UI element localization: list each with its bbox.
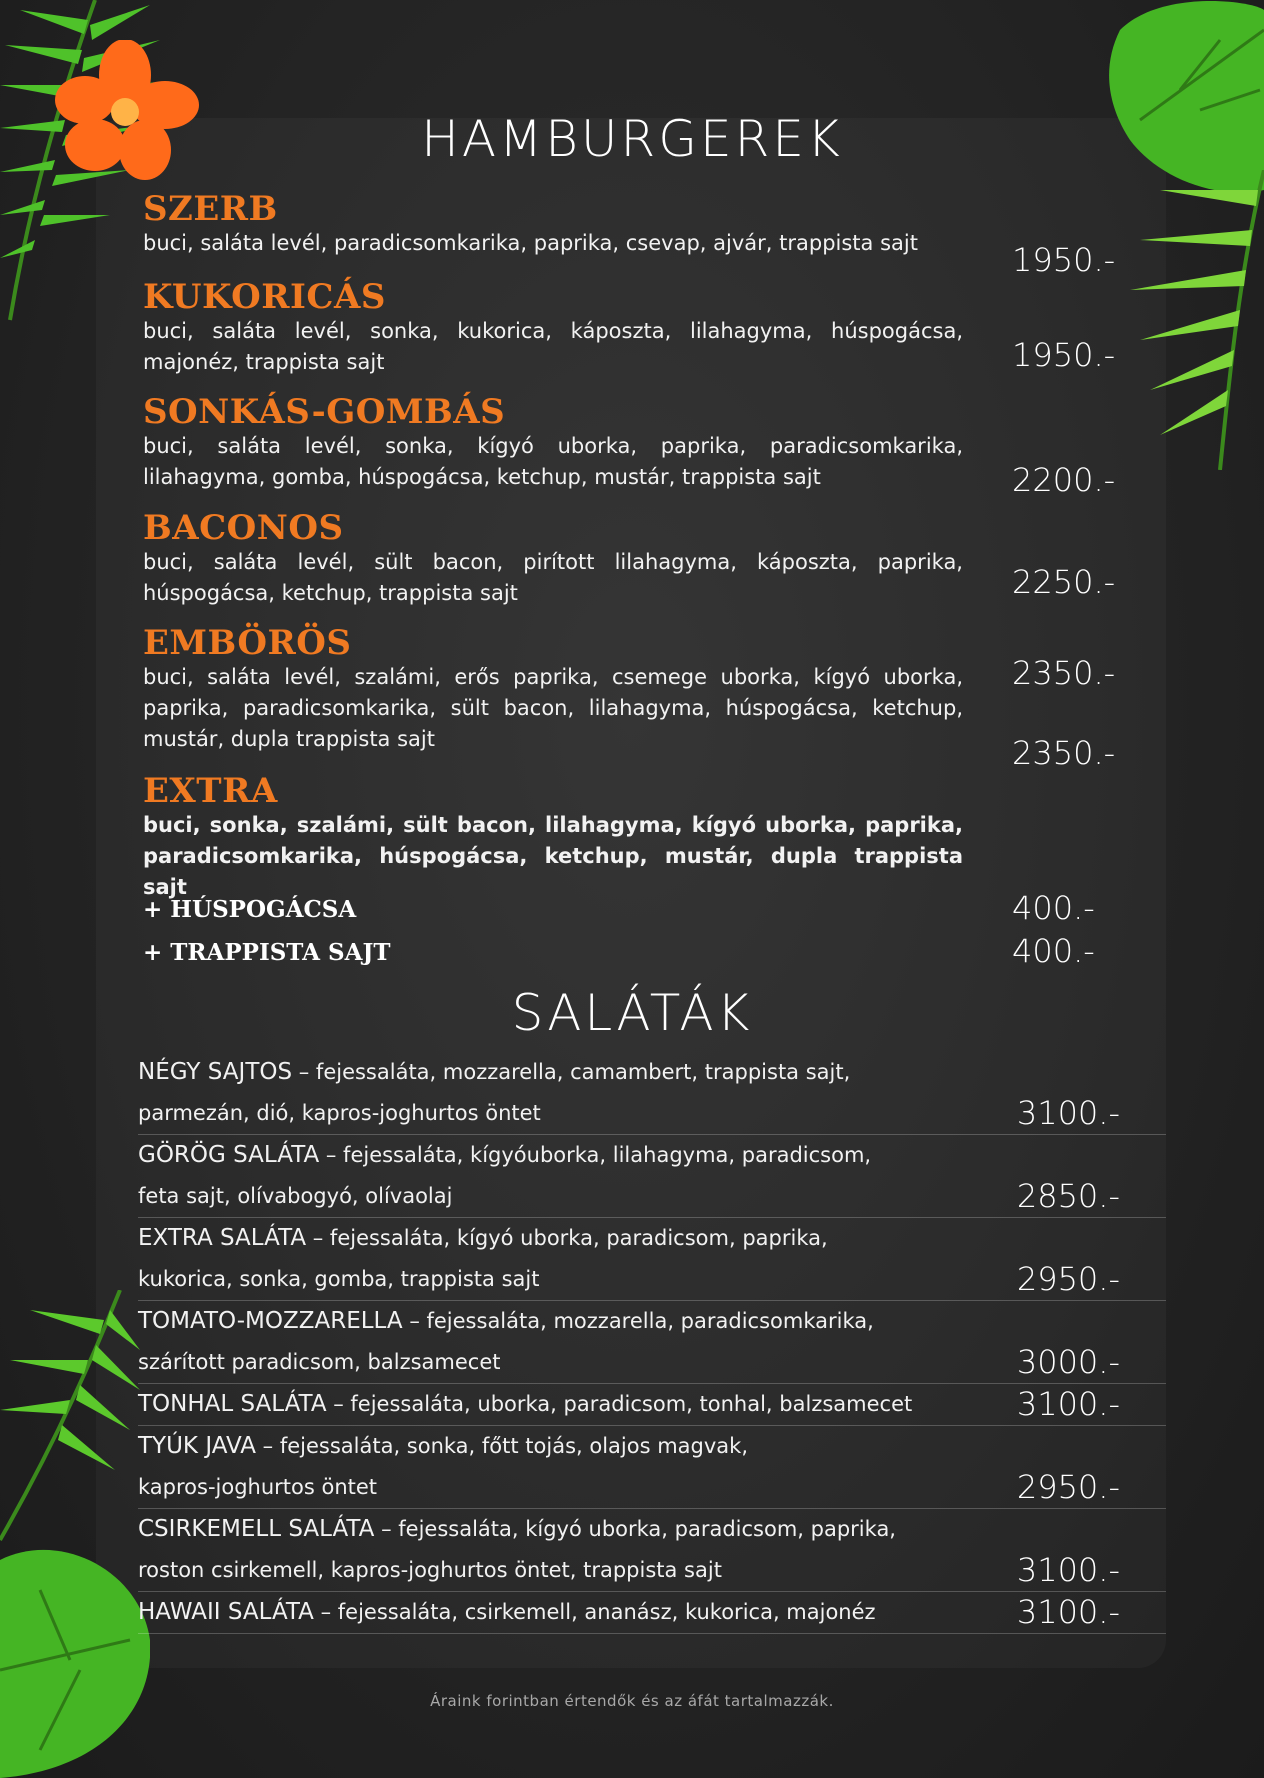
salad-ingredients-cont: feta sajt, olívabogyó, olívaolaj [138, 1184, 453, 1208]
burger-price: 2250.- [1012, 563, 1116, 601]
salad-ingredients-cont: szárított paradicsom, balzsamecet [138, 1350, 501, 1374]
burger-description: buci, saláta levél, szalámi, erős paprika, csemege uborka, kígyó uborka, paprika, paradicsomkarika, sült bacon, lilahagyma, húspogácsa, ketchup, mustár, dupla trappista sajt [143, 665, 963, 751]
salad-name: CSIRKEMELL SALÁTA [138, 1516, 375, 1542]
salad-item [138, 1509, 1166, 1592]
burger-price: 2350.- [1012, 734, 1116, 772]
burger-description: buci, saláta levél, sonka, kukorica, káposzta, lilahagyma, húspogácsa, majonéz, trappista sajt [143, 319, 963, 374]
salad-item [138, 1592, 1166, 1634]
salad-price: 3100.- [1016, 1551, 1120, 1589]
burger-item-extra [143, 772, 963, 903]
burger-price: 1950.- [1012, 241, 1116, 279]
burger-name: EMBÖRÖS [143, 623, 352, 663]
salad-ingredients-cont: kukorica, sonka, gomba, trappista sajt [138, 1267, 540, 1291]
salads-title: SALÁTÁK [511, 984, 753, 1042]
salad-price: 2850.- [1016, 1177, 1120, 1215]
salad-name: TONHAL SALÁTA [138, 1391, 327, 1417]
salad-price: 3100.- [1016, 1385, 1120, 1423]
burger-name: KUKORICÁS [143, 277, 386, 317]
burger-description: buci, saláta levél, paradicsomkarika, paprika, csevap, ajvár, trappista sajt [143, 231, 918, 255]
salad-name: HAWAII SALÁTA [138, 1599, 314, 1625]
addon-price: 400.- [1012, 889, 1095, 927]
salad-name: TOMATO-MOZZARELLA [138, 1308, 403, 1334]
salad-ingredients: – fejessaláta, kígyóuborka, lilahagyma, paradicsom, [319, 1143, 872, 1167]
palm-leaf-bottom-left-icon [0, 1290, 150, 1550]
salad-ingredients: – fejessaláta, mozzarella, camambert, trappista sajt, [292, 1060, 851, 1084]
price-footnote: Áraink forintban értendők és az áfát tartalmazzák. [430, 1692, 834, 1710]
hamburgers-title: HAMBURGEREK [421, 110, 843, 168]
burger-description: buci, saláta levél, sült bacon, pirított lilahagyma, káposzta, paprika, húspogácsa, ketchup, trappista sajt [143, 550, 963, 605]
burger-item-kukoricas [143, 278, 963, 378]
salad-item [138, 1426, 1166, 1509]
burger-name: SONKÁS-GOMBÁS [143, 392, 506, 432]
addon-huspogacsa: + HÚSPOGÁCSA [143, 896, 357, 923]
addon-price: 400.- [1012, 932, 1095, 970]
salad-ingredients: – fejessaláta, kígyó uborka, paradicsom, paprika, [306, 1226, 828, 1250]
burger-price: 2200.- [1012, 461, 1116, 499]
salad-price: 3100.- [1016, 1593, 1120, 1631]
salad-item [138, 1301, 1166, 1384]
salad-price: 2950.- [1016, 1468, 1120, 1506]
salad-item [138, 1052, 1166, 1135]
monstera-leaf-bottom-left-icon [0, 1530, 150, 1778]
salad-item [138, 1135, 1166, 1218]
salad-ingredients-cont: roston csirkemell, kapros-joghurtos öntet, trappista sajt [138, 1558, 722, 1582]
salad-name: NÉGY SAJTOS [138, 1059, 293, 1085]
salad-list [138, 1052, 1166, 1634]
salad-name: GÖRÖG SALÁTA [138, 1142, 320, 1168]
burger-item-baconos [143, 509, 963, 609]
burger-name: BACONOS [143, 508, 344, 548]
salad-ingredients: – fejessaláta, csirkemell, ananász, kukorica, majonéz [313, 1600, 876, 1624]
salad-item [138, 1384, 1166, 1426]
burger-description: buci, saláta levél, sonka, kígyó uborka, paprika, paradicsomkarika, lilahagyma, gomba, húspogácsa, ketchup, mustár, trappista sajt [143, 434, 963, 489]
salad-ingredients: – fejessaláta, kígyó uborka, paradicsom, paprika, [374, 1517, 896, 1541]
salad-ingredients-cont: parmezán, dió, kapros-joghurtos öntet [138, 1101, 541, 1125]
salad-ingredients: – fejessaláta, uborka, paradicsom, tonhal, balzsamecet [326, 1392, 913, 1416]
salad-ingredients: – fejessaláta, mozzarella, paradicsomkarika, [402, 1309, 874, 1333]
salad-ingredients: – fejessaláta, sonka, főtt tojás, olajos magvak, [255, 1434, 749, 1458]
burger-item-szerb [143, 190, 963, 259]
salad-ingredients-cont: kapros-joghurtos öntet [138, 1475, 378, 1499]
burger-item-sonkas-gombas [143, 393, 963, 493]
burger-name: EXTRA [143, 771, 278, 811]
salad-price: 3100.- [1016, 1094, 1120, 1132]
addon-trappista-sajt: + TRAPPISTA SAJT [143, 939, 391, 966]
burger-name: SZERB [143, 189, 278, 229]
salad-price: 3000.- [1016, 1343, 1120, 1381]
burger-item-emboros [143, 624, 963, 755]
salad-name: EXTRA SALÁTA [138, 1225, 307, 1251]
salad-price: 2950.- [1016, 1260, 1120, 1298]
burger-price: 1950.- [1012, 336, 1116, 374]
salad-name: TYÚK JAVA [138, 1433, 256, 1459]
burger-price: 2350.- [1012, 654, 1116, 692]
burger-description: buci, sonka, szalámi, sült bacon, lilahagyma, kígyó uborka, paprika, paradicsomkarika, húspogácsa, ketchup, mustár, dupla trappista sajt [143, 813, 963, 899]
palm-leaf-right-icon [1120, 170, 1264, 470]
salad-item [138, 1218, 1166, 1301]
